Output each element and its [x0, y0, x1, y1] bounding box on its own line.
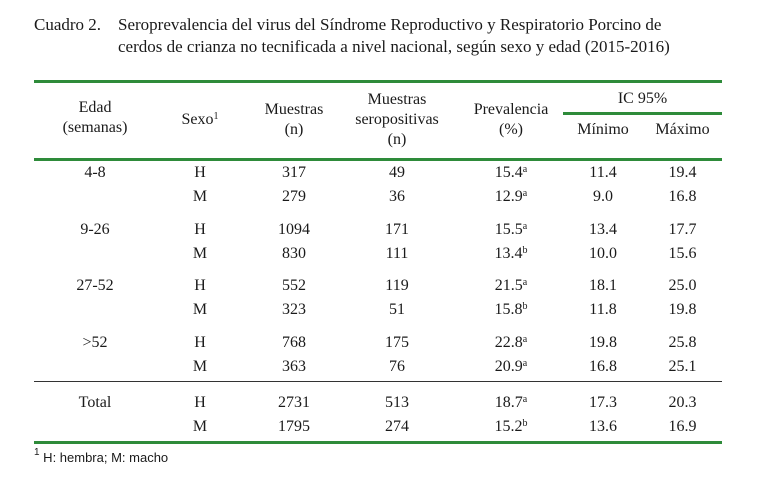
cell-min: 19.8 — [589, 334, 617, 351]
significance-mark: a — [522, 334, 528, 345]
header-sexo-label: Sexo — [181, 111, 214, 128]
cell-sero: 76 — [389, 358, 405, 375]
header-sero-line-3: (n) — [387, 131, 407, 148]
cell-sero: 274 — [385, 418, 409, 435]
header-muestras-line-2: (n) — [284, 121, 304, 138]
header-sexo — [160, 110, 240, 130]
cell-sexo: M — [192, 358, 208, 375]
cell-prevalencia — [456, 276, 566, 296]
header-seropositivas — [332, 90, 462, 150]
cell-max: 19.8 — [668, 301, 697, 318]
cell-min: 13.6 — [589, 418, 617, 435]
table-top-rule — [34, 80, 722, 83]
cell-prevalencia — [456, 393, 566, 413]
significance-mark: a — [522, 394, 528, 405]
cell-sero: 119 — [385, 277, 409, 294]
cell-sexo: H — [194, 334, 206, 351]
cell-muestras: 317 — [282, 164, 306, 181]
cell-min: 11.8 — [589, 301, 617, 318]
cell-max: 15.6 — [668, 245, 697, 262]
header-minimo: Mínimo — [577, 121, 629, 138]
total-separator-rule — [34, 381, 722, 382]
cell-muestras: 552 — [282, 277, 306, 294]
cell-max: 17.7 — [668, 221, 697, 238]
cell-muestras: 279 — [282, 188, 306, 205]
header-sero-line-1: Muestras — [367, 91, 427, 108]
header-edad-line-1: Edad — [78, 99, 112, 116]
cell-max: 16.8 — [668, 188, 697, 205]
cell-sero: 171 — [385, 221, 409, 238]
cell-prevalencia — [456, 163, 566, 183]
table-bottom-rule — [34, 441, 722, 444]
cell-prevalencia — [456, 300, 566, 320]
cell-prevalencia — [456, 417, 566, 437]
cell-edad: 9-26 — [80, 221, 110, 238]
cell-sexo: H — [194, 277, 206, 294]
cell-edad: 4-8 — [84, 164, 106, 181]
significance-mark: a — [522, 188, 528, 199]
cell-prevalencia — [456, 244, 566, 264]
cell-edad: 27-52 — [76, 277, 114, 294]
footnote-mark: 1 — [34, 447, 40, 458]
significance-mark: b — [522, 245, 528, 256]
prevalencia-value: 15.8 — [494, 301, 523, 318]
cell-prevalencia — [456, 357, 566, 377]
ic-header-rule — [563, 112, 722, 115]
cell-sexo: M — [192, 301, 208, 318]
header-edad-line-2: (semanas) — [62, 119, 128, 136]
cell-muestras: 323 — [282, 301, 306, 318]
significance-mark: a — [522, 358, 528, 369]
table-caption — [34, 14, 734, 58]
cell-prevalencia — [456, 187, 566, 207]
footnote — [34, 447, 169, 465]
cell-sexo: M — [192, 188, 208, 205]
header-sero-line-2: seropositivas — [355, 111, 439, 128]
header-edad — [40, 98, 150, 138]
header-muestras — [244, 100, 344, 140]
cell-muestras: 1795 — [278, 418, 310, 435]
prevalencia-value: 18.7 — [494, 394, 523, 411]
cell-min: 11.4 — [589, 164, 617, 181]
cell-min: 16.8 — [589, 358, 617, 375]
cell-muestras: 768 — [282, 334, 306, 351]
header-muestras-line-1: Muestras — [264, 101, 324, 118]
cell-max: 25.8 — [668, 334, 697, 351]
cell-max: 20.3 — [668, 394, 697, 411]
cell-muestras: 363 — [282, 358, 306, 375]
header-maximo: Máximo — [655, 121, 710, 138]
cell-edad: Total — [78, 394, 112, 411]
cell-max: 19.4 — [668, 164, 697, 181]
cell-muestras: 1094 — [278, 221, 310, 238]
cell-sexo: H — [194, 164, 206, 181]
cell-max: 25.1 — [668, 358, 697, 375]
significance-mark: a — [522, 277, 528, 288]
caption-line-1: Seroprevalencia del virus del Síndrome Reproductivo y Respiratorio Porcino de — [118, 15, 662, 34]
header-prev-line-2: (%) — [499, 121, 523, 138]
caption-label: Cuadro 2. — [34, 15, 102, 34]
cell-prevalencia — [456, 220, 566, 240]
cell-min: 18.1 — [589, 277, 617, 294]
prevalencia-value: 21.5 — [494, 277, 523, 294]
caption-line-2: cerdos de crianza no tecnificada a nivel nacional, según sexo y edad (2015-2016) — [118, 37, 670, 56]
prevalencia-value: 20.9 — [494, 358, 523, 375]
cell-sexo: M — [192, 418, 208, 435]
significance-mark: a — [522, 221, 528, 232]
prevalencia-value: 13.4 — [494, 245, 523, 262]
cell-max: 16.9 — [668, 418, 697, 435]
cell-sero: 49 — [389, 164, 405, 181]
significance-mark: b — [522, 418, 528, 429]
header-sexo-footnote-mark: 1 — [213, 111, 219, 122]
cell-min: 9.0 — [593, 188, 613, 205]
cell-min: 10.0 — [589, 245, 617, 262]
cell-muestras: 830 — [282, 245, 306, 262]
header-ic95: IC 95% — [617, 90, 668, 107]
cell-max: 25.0 — [668, 277, 697, 294]
prevalencia-value: 22.8 — [494, 334, 523, 351]
cell-sero: 513 — [385, 394, 409, 411]
prevalencia-value: 12.9 — [494, 188, 523, 205]
cell-sexo: H — [194, 221, 206, 238]
header-prev-line-1: Prevalencia — [473, 101, 549, 118]
header-prevalencia — [456, 100, 566, 140]
footnote-text: H: hembra; M: macho — [39, 450, 169, 465]
header-bottom-rule — [34, 158, 722, 161]
cell-edad: >52 — [82, 334, 108, 351]
cell-sero: 111 — [385, 245, 409, 262]
cell-min: 13.4 — [589, 221, 617, 238]
cell-min: 17.3 — [589, 394, 617, 411]
significance-mark: b — [522, 301, 528, 312]
cell-muestras: 2731 — [278, 394, 310, 411]
prevalencia-value: 15.4 — [494, 164, 523, 181]
cell-sero: 51 — [389, 301, 405, 318]
cell-prevalencia — [456, 333, 566, 353]
significance-mark: a — [522, 164, 528, 175]
cell-sero: 36 — [389, 188, 405, 205]
prevalencia-value: 15.2 — [494, 418, 523, 435]
prevalencia-value: 15.5 — [494, 221, 523, 238]
cell-sexo: H — [194, 394, 206, 411]
cell-sexo: M — [192, 245, 208, 262]
cell-sero: 175 — [385, 334, 409, 351]
